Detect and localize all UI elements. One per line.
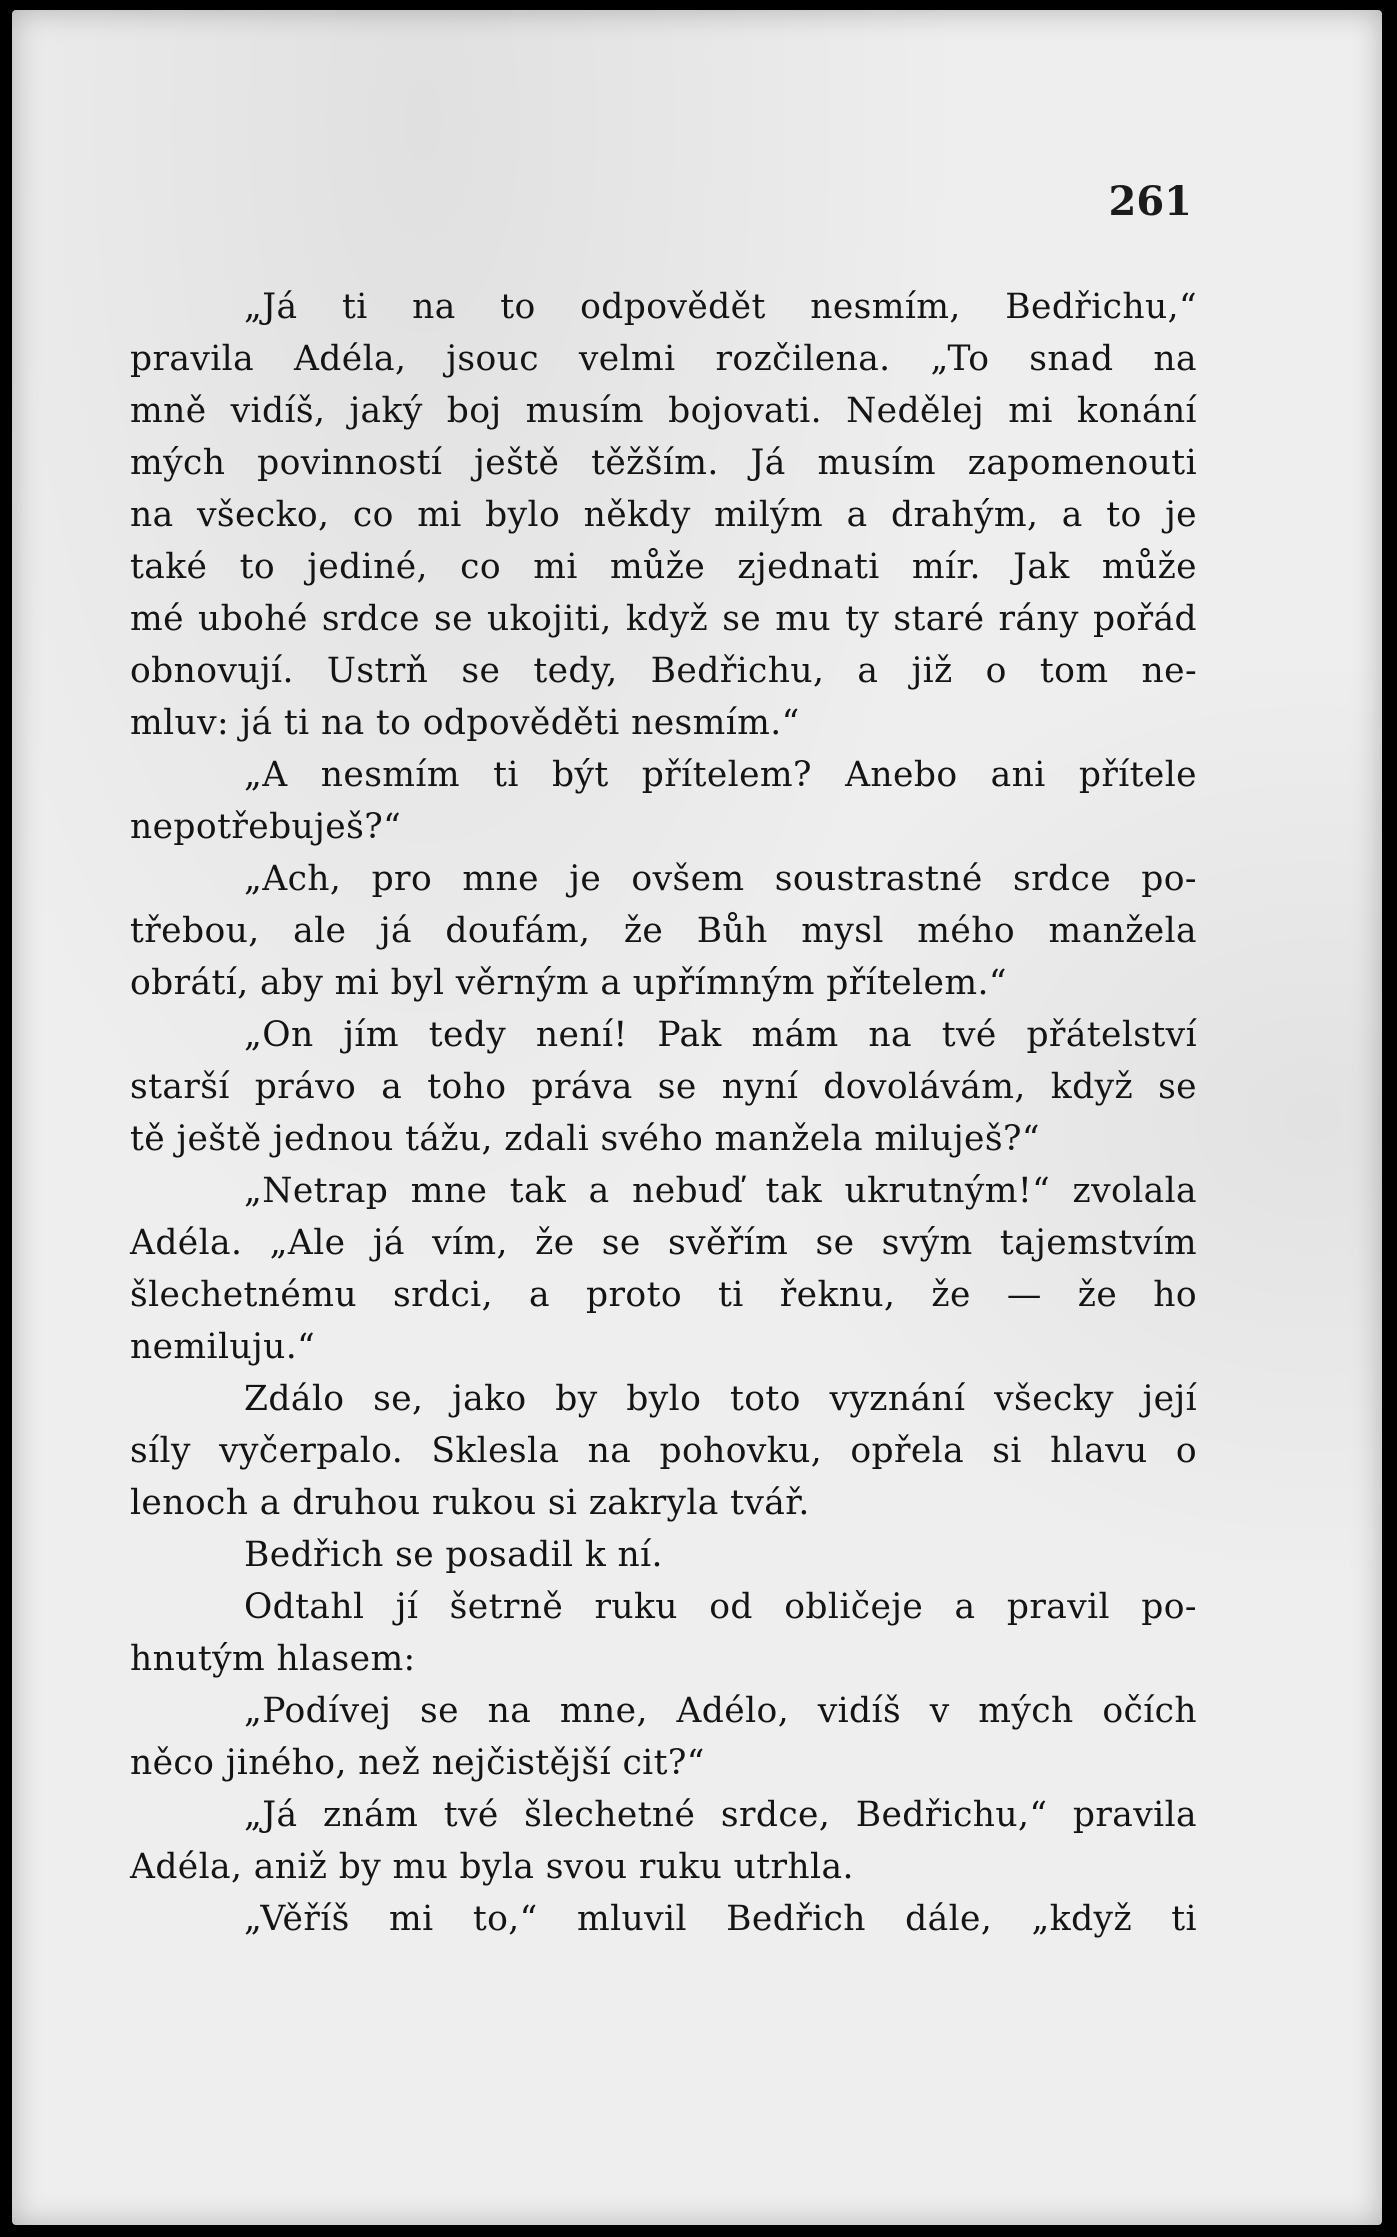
text-line: mně vidíš, jaký boj musím bojovati. Nedělej mi konání — [130, 391, 1197, 431]
text-line: obrátí, aby mi byl věrným a upřímným přítelem.“ — [130, 963, 1007, 1003]
text-line: nepotřebuješ?“ — [130, 807, 402, 847]
text-line: „On jím tedy není! Pak mám na tvé přátelství — [244, 1015, 1197, 1055]
text-line: Adéla, aniž by mu byla svou ruku utrhla. — [130, 1847, 854, 1887]
text-line: mé ubohé srdce se ukojiti, když se mu ty staré rány pořád — [130, 599, 1197, 639]
text-line: mluv: já ti na to odpověděti nesmím.“ — [130, 703, 800, 743]
text-line: šlechetnému srdci, a proto ti řeknu, že — že ho — [130, 1275, 1197, 1315]
text-line: „Já ti na to odpovědět nesmím, Bedřichu,“ — [244, 287, 1197, 327]
page-number: 261 — [1108, 178, 1192, 225]
text-line: lenoch a druhou rukou si zakryla tvář. — [130, 1483, 810, 1523]
text-line: hnutým hlasem: — [130, 1639, 416, 1679]
text-line: něco jiného, než nejčistější cit?“ — [130, 1743, 705, 1783]
text-line: „Ach, pro mne je ovšem soustrastné srdce po- — [244, 859, 1197, 899]
text-line: pravila Adéla, jsouc velmi rozčilena. „To snad na — [130, 339, 1197, 379]
text-line: obnovují. Ustrň se tedy, Bedřichu, a již o tom ne- — [130, 651, 1197, 691]
text-line: Odtahl jí šetrně ruku od obličeje a pravil po- — [244, 1587, 1197, 1627]
text-line: Zdálo se, jako by bylo toto vyznání všecky její — [244, 1379, 1197, 1419]
text-line: nemiluju.“ — [130, 1327, 316, 1367]
text-line: „Netrap mne tak a nebuď tak ukrutným!“ zvolala — [244, 1171, 1197, 1211]
text-line: na všecko, co mi bylo někdy milým a drahým, a to je — [130, 495, 1197, 535]
text-line: starší právo a toho práva se nyní dovolávám, když se — [130, 1067, 1197, 1107]
text-line: mých povinností ještě těžším. Já musím zapomenouti — [130, 443, 1197, 483]
text-line: „Já znám tvé šlechetné srdce, Bedřichu,“ pravila — [244, 1795, 1197, 1835]
text-line: „A nesmím ti být přítelem? Anebo ani přítele — [244, 755, 1197, 795]
text-line: tě ještě jednou tážu, zdali svého manžela miluješ?“ — [130, 1119, 1040, 1159]
text-line: „Věříš mi to,“ mluvil Bedřich dále, „když ti — [244, 1899, 1197, 1939]
text-line: Bedřich se posadil k ní. — [244, 1535, 663, 1575]
book-page — [12, 10, 1382, 2225]
body-text — [130, 281, 1197, 1945]
text-line: také to jediné, co mi může zjednati mír. Jak může — [130, 547, 1197, 587]
text-line: třebou, ale já doufám, že Bůh mysl mého manžela — [130, 911, 1197, 951]
text-line: síly vyčerpalo. Sklesla na pohovku, opřela si hlavu o — [130, 1431, 1197, 1471]
text-line: „Podívej se na mne, Adélo, vidíš v mých očích — [244, 1691, 1197, 1731]
text-line: Adéla. „Ale já vím, že se svěřím se svým tajemstvím — [130, 1223, 1197, 1263]
